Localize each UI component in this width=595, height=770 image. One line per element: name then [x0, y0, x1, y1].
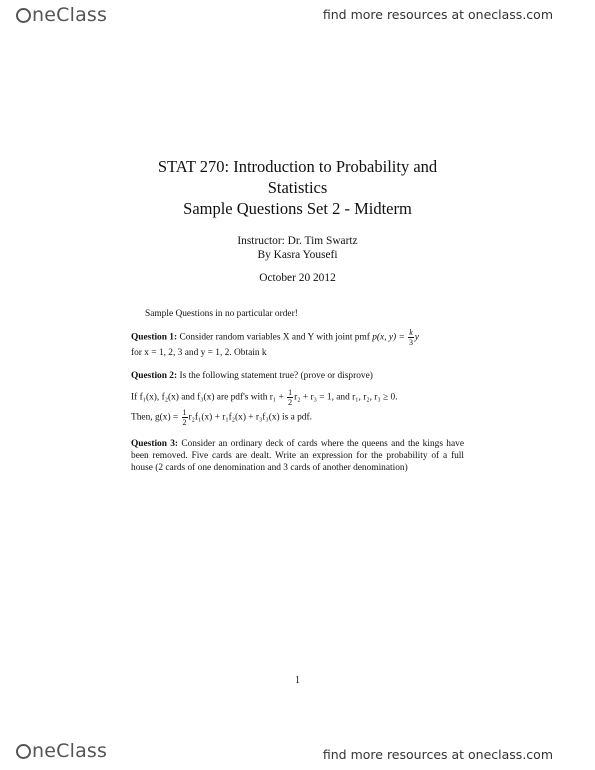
statement-fraction-1 — [287, 388, 293, 407]
fraction-denominator: 3 — [408, 338, 413, 347]
oneclass-logo-footer[interactable] — [16, 740, 107, 762]
question-2-label: Question 2: — [131, 371, 178, 381]
question-2-statement — [131, 388, 464, 427]
fraction-numerator: 1 — [182, 408, 187, 417]
question-1-fraction — [408, 328, 414, 347]
resources-link-footer[interactable]: find more resources at oneclass.com — [322, 747, 553, 762]
statement-line-1-b: r₂ + r₃ = 1, and r₁, r₂, r₃ ≥ 0. — [294, 392, 398, 403]
question-2 — [131, 370, 464, 382]
author: By Kasra Yousefi — [257, 249, 338, 261]
fraction-denominator: 2 — [288, 398, 293, 407]
instructor: Instructor: Dr. Tim Swartz — [237, 235, 358, 247]
question-1-label: Question 1: — [131, 332, 178, 343]
question-3-text: Consider an ordinary deck of cards where the queens and the kings have been removed. Five cards are dealt. Write an expression for the probability of a full house (2 cards of one denomination and 3 cards of another denomination) — [131, 439, 464, 473]
statement-line-2-b: r₂f₁(x) + r₁f₂(x) + r₃f₃(x) is a pdf. — [188, 412, 312, 423]
oneclass-logo[interactable] — [16, 4, 107, 26]
resources-link[interactable]: find more resources at oneclass.com — [322, 7, 553, 22]
question-1-line-2: for x = 1, 2, 3 and y = 1, 2. Obtain k — [131, 348, 267, 358]
logo-circle-icon — [16, 744, 31, 759]
question-2-text: Is the following statement true? (prove or disprove) — [179, 371, 373, 381]
statement-line-1-a: If f₁(x), f₂(x) and f₃(x) are pdf's with r₁ + — [131, 392, 284, 403]
question-3 — [131, 438, 464, 474]
document-title — [0, 156, 595, 219]
fraction-numerator: 1 — [288, 388, 293, 397]
subtitle: Sample Questions Set 2 - Midterm — [183, 199, 412, 218]
page-number: 1 — [295, 675, 300, 686]
question-3-label: Question 3: — [131, 439, 179, 449]
fraction-numerator: k — [409, 328, 413, 337]
question-1-tail: y — [414, 332, 419, 343]
statement-line-2-a: Then, g(x) = — [131, 412, 179, 423]
fraction-denominator: 2 — [182, 418, 187, 427]
document-meta — [0, 234, 595, 285]
question-1-function: p(x, y) = — [372, 332, 405, 343]
question-1-text: Consider random variables X and Y with joint pmf — [179, 332, 370, 343]
question-1 — [131, 328, 464, 359]
logo-text: neClass — [32, 740, 108, 762]
logo-text: neClass — [32, 4, 108, 26]
intro-text: Sample Questions in no particular order! — [145, 309, 298, 319]
title-line-2: Statistics — [267, 178, 328, 197]
date: October 20 2012 — [259, 272, 336, 284]
statement-fraction-2 — [182, 408, 188, 427]
title-line-1: STAT 270: Introduction to Probability and — [157, 157, 438, 176]
logo-circle-icon — [16, 8, 31, 23]
